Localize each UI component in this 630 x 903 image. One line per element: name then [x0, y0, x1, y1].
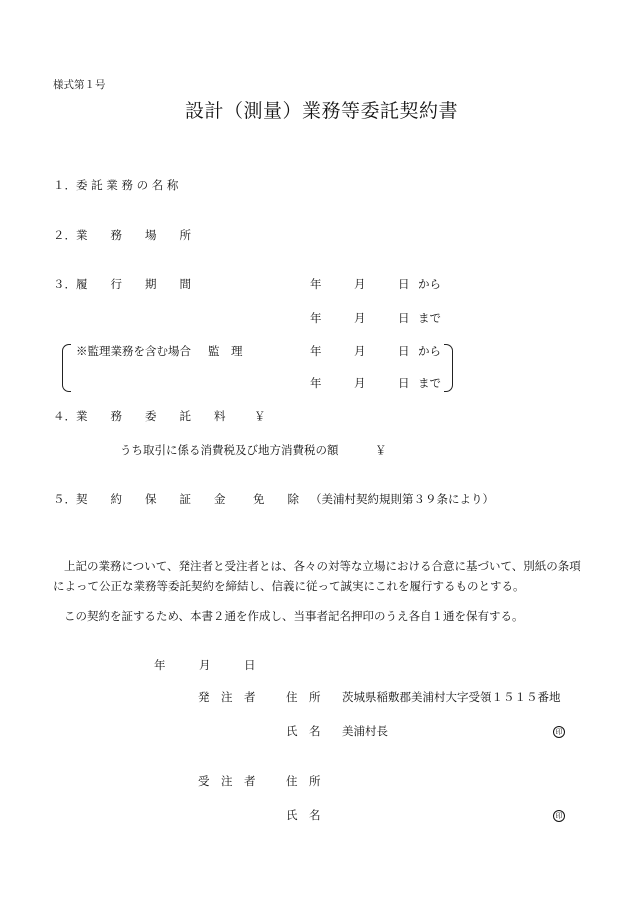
item4-label: ４．業 務 委 託 料	[53, 409, 226, 423]
period-month: 月	[354, 311, 366, 325]
deposit-value: 免 除	[253, 492, 299, 506]
supervision-suffix: から	[418, 344, 441, 358]
supervision-day: 日	[398, 376, 410, 390]
contractor-name-label: 氏 名	[286, 808, 321, 822]
period-year: 年	[310, 277, 322, 291]
contractor-address-label: 住 所	[286, 774, 321, 788]
fee-yen: ￥	[254, 409, 266, 423]
form-number: 様式第１号	[53, 79, 106, 91]
orderer-seal-icon: 印	[553, 726, 565, 738]
orderer-address: 茨城県稲敷郡美浦村大字受領１５１５番地	[342, 690, 561, 704]
item3-label: ３．履 行 期 間	[53, 277, 191, 291]
contractor-seal-icon: 印	[553, 810, 565, 822]
supervision-day: 日	[398, 344, 410, 358]
item5-label: ５．契 約 保 証 金	[53, 492, 226, 506]
date-year: 年	[154, 658, 166, 672]
document-title: 設計（測量）業務等委託契約書	[185, 100, 459, 122]
supervision-label: 監 理	[208, 344, 243, 358]
date-day: 日	[244, 658, 256, 672]
left-bracket	[62, 344, 71, 392]
tax-yen: ￥	[375, 443, 387, 457]
supervision-month: 月	[354, 376, 366, 390]
item2-label: ２．業 務 場 所	[53, 228, 191, 242]
period-year: 年	[310, 311, 322, 325]
deposit-note: （美浦村契約規則第３９条により）	[310, 492, 494, 506]
tax-label: うち取引に係る消費税及び地方消費税の額	[120, 443, 339, 457]
supervision-year: 年	[310, 376, 322, 390]
supervision-suffix: まで	[418, 376, 441, 390]
certification-paragraph: この契約を証するため、本書２通を作成し、当事者記名押印のうえ各自１通を保有する。	[64, 609, 524, 623]
orderer-address-label: 住 所	[286, 690, 321, 704]
contractor-role: 受 注 者	[198, 774, 256, 788]
agreement-paragraph: 上記の業務について、発注者と受注者とは、各々の対等な立場における合意に基づいて、別紙の条項によって公正な業務等委託契約を締結し、信義に従って誠実にこれを履行するものとする。	[53, 559, 581, 593]
orderer-name-label: 氏 名	[286, 724, 321, 738]
period-day: 日	[398, 311, 410, 325]
supervision-note: ※監理業務を含む場合	[76, 344, 191, 358]
date-month: 月	[199, 658, 211, 672]
orderer-name: 美浦村長	[342, 724, 388, 738]
period-suffix: から	[418, 277, 441, 291]
period-day: 日	[398, 277, 410, 291]
period-month: 月	[354, 277, 366, 291]
orderer-role: 発 注 者	[198, 690, 256, 704]
item1-label: １．委 託 業 務 の 名 称	[53, 178, 179, 192]
right-bracket	[444, 344, 453, 392]
period-suffix: まで	[418, 311, 441, 325]
supervision-year: 年	[310, 344, 322, 358]
supervision-month: 月	[354, 344, 366, 358]
